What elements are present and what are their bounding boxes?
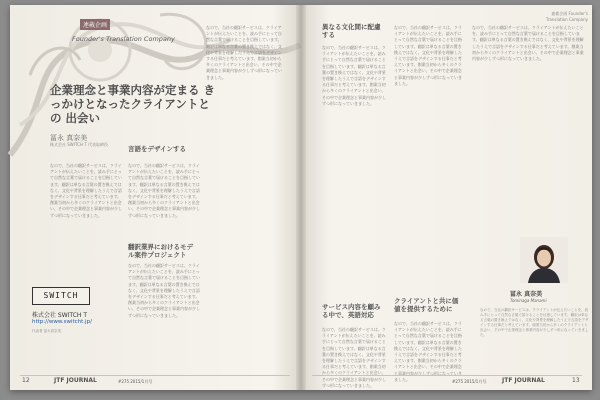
series-header: 連載企画 Founder's Translation Company — [545, 11, 588, 22]
author-bio: なので、当社の翻訳サービスは、クライアントが伝えたいことを、読み手にとって自然な言葉で届けることを目指しています。翻訳は単なる言葉の置き換えではなく、文化や背景を理解したうえで言語をデザインする仕事だと考えています。創業当初から多くのクライアントと出会い、その中で企業理念と事業内容が少しずつ形になっていきました。 — [480, 308, 589, 337]
magazine-name: JTF JOURNAL — [502, 377, 545, 384]
body-text-column: なので、当社の翻訳サービスは、クライアントが伝えたいことを、読み手にとって自然な言葉で届けることを目指しています。翻訳は単なる言葉の置き換えではなく、文化や背景を理解したうえで言語をデザインする仕事だと考えています。創業当初から多くのクライアントと出会い、その中で企業理念と事業内容が少しずつ形になっていきました。 — [206, 25, 282, 80]
body-text-column: なので、当社の翻訳サービスは、クライアントが伝えたいことを、読み手にとって自然な言葉で届けることを目指しています。翻訳は単なる言葉の置き換えではなく、文化や背景を理解したうえで言語をデザインする仕事だと考えています。創業当初から多くのクライアントと出会い、その中で企業理念と事業内容が少しずつ形になっていきました。 — [50, 163, 122, 218]
body-text-column: なので、当社の翻訳サービスは、クライアントが伝えたいことを、読み手にとって自然な言葉で届けることを目指しています。翻訳は単なる言葉の置き換えではなく、文化や背景を理解したうえで言語をデザインする仕事だと考えています。創業当初から多くのクライアントと出会い、その中で企業理念と事業内容が少しずつ形になっていきました。 — [322, 327, 386, 388]
author-photo — [520, 237, 568, 283]
body-text-column: なので、当社の翻訳サービスは、クライアントが伝えたいことを、読み手にとって自然な言葉で届けることを目指しています。翻訳は単なる言葉の置き換えではなく、文化や背景を理解したうえで言語をデザインする仕事だと考えています。創業当初から多くのクライアントと出会い、その中で企業理念と事業内容が少しずつ形になっていきました。 — [394, 321, 462, 382]
page-number: 13 — [572, 377, 580, 384]
magazine-spread — [10, 5, 592, 390]
page-number: 12 — [22, 377, 30, 384]
issue-label: #275 2015/1月号 — [118, 379, 153, 384]
article-headline: 企業理念と事業内容が定まる きっかけとなったクライアントとの 出会い — [50, 83, 216, 125]
section-subhead: クライアントと共に価値を提供するために — [394, 297, 459, 313]
right-page — [302, 5, 592, 390]
body-text-column: なので、当社の翻訳サービスは、クライアントが伝えたいことを、読み手にとって自然な言葉で届けることを目指しています。翻訳は単なる言葉の置き換えではなく、文化や背景を理解したうえで言語をデザインする仕事だと考えています。創業当初から多くのクライアントと出会い、その中で企業理念と事業内容が少しずつ形になっていきました。 — [394, 25, 462, 86]
company-name: 株式会社 SWITCH T — [32, 312, 88, 319]
magazine-name: JTF JOURNAL — [54, 377, 97, 384]
author-title: 株式会社 SWITCH T 代表取締役 — [50, 142, 108, 147]
issue-label: #275 2015/1月号 — [452, 379, 487, 384]
left-page — [10, 5, 300, 390]
section-subhead: 翻訳業界におけるモデル案件プロジェクト — [128, 243, 193, 259]
footer-rule — [20, 375, 290, 376]
series-label: 連載企画 — [80, 19, 110, 30]
author-name: 冨永 真奈美 — [510, 291, 543, 298]
author-byline: 冨永 真奈美 — [50, 134, 88, 142]
section-subhead: 言語をデザインする — [128, 145, 187, 153]
body-text-column: なので、当社の翻訳サービスは、クライアントが伝えたいことを、読み手にとって自然な言葉で届けることを目指しています。翻訳は単なる言葉の置き換えではなく、文化や背景を理解したうえで言語をデザインする仕事だと考えています。創業当初から多くのクライアントと出会い、その中で企業理念と事業内容が少しずつ形になっていきました。 — [472, 25, 584, 62]
author-name-romanized: Tominaga Manami — [510, 298, 547, 303]
body-text-column: なので、当社の翻訳サービスは、クライアントが伝えたいことを、読み手にとって自然な言葉で届けることを目指しています。翻訳は単なる言葉の置き換えではなく、文化や背景を理解したうえで言語をデザインする仕事だと考えています。創業当初から多くのクライアントと出会い、その中で企業理念と事業内容が少しずつ形になっていきました。 — [128, 163, 200, 218]
section-subhead: サービス内容を顧みる中で、英語対応 — [322, 303, 381, 319]
body-text-column: なので、当社の翻訳サービスは、クライアントが伝えたいことを、読み手にとって自然な言葉で届けることを目指しています。翻訳は単なる言葉の置き換えではなく、文化や背景を理解したうえで言語をデザインする仕事だと考えています。創業当初から多くのクライアントと出会い、その中で企業理念と事業内容が少しずつ形になっていきました。 — [128, 263, 200, 318]
body-text-column: なので、当社の翻訳サービスは、クライアントが伝えたいことを、読み手にとって自然な言葉で届けることを目指しています。翻訳は単なる言葉の置き換えではなく、文化や背景を理解したうえで言語をデザインする仕事だと考えています。創業当初から多くのクライアントと出会い、その中で企業理念と事業内容が少しずつ形になっていきました。 — [322, 45, 386, 106]
series-subtitle: Founder's Translation Company — [72, 35, 175, 43]
company-contact: 代表者 冨永真奈美 — [32, 329, 62, 333]
footer-rule — [312, 375, 582, 376]
company-url-link[interactable]: http://www.switcht.jp/ — [32, 319, 92, 325]
section-subhead: 異なる文化間に配慮する — [322, 23, 381, 39]
switch-logo: SWITCH — [32, 287, 90, 305]
